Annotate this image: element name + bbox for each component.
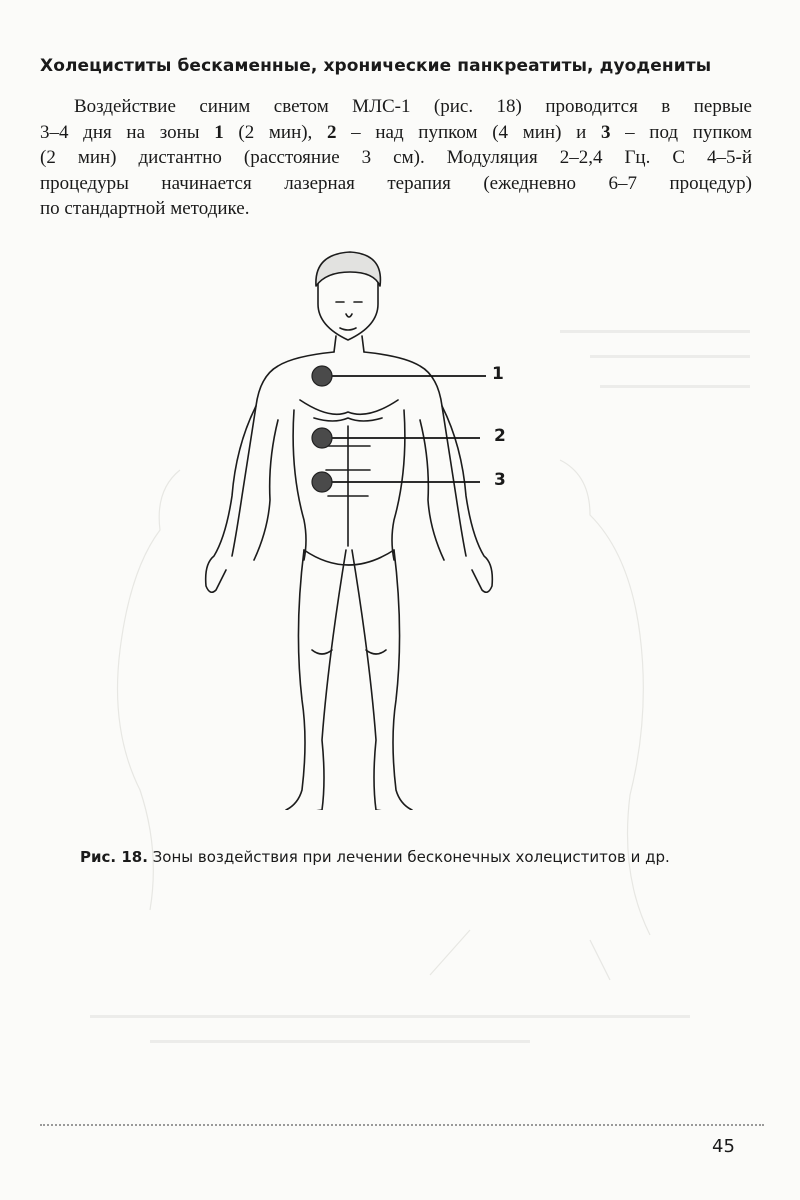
paragraph-line-4: процедуры начинается лазерная терапия (ежедневно 6–7 процедур) [40, 172, 752, 194]
hair [316, 252, 381, 286]
paragraph-line-5: по стандартной методике. [40, 198, 250, 219]
zone-markers [312, 366, 486, 492]
zone-3-marker [312, 472, 332, 492]
zone-label-2: 2 [494, 426, 506, 446]
chest-lines [300, 400, 398, 421]
zone-label-1: 1 [492, 364, 504, 384]
page-number: 45 [712, 1136, 735, 1157]
text-run: 3–4 дня на зоны [40, 121, 215, 143]
text-run: – под пупком [610, 121, 753, 143]
abdomen-lines [326, 426, 370, 546]
footer-dotted-rule [40, 1124, 764, 1126]
zone-ref-2: 2 [327, 121, 337, 143]
face-details [336, 302, 362, 330]
zone-1-marker [312, 366, 332, 386]
figure-caption [80, 848, 760, 866]
left-leg [286, 550, 346, 810]
zone-ref-3: 3 [600, 121, 611, 143]
zone-label-3: 3 [494, 470, 506, 490]
paragraph-line-3: (2 мин) дистантно (расстояние 3 см). Модуляция 2–2,4 Гц. С 4–5-й [40, 147, 752, 168]
torso-sides [293, 410, 405, 560]
body-paragraph [40, 94, 752, 222]
hips [304, 550, 394, 565]
caption-label: Рис. 18. [80, 848, 148, 866]
caption-text: Зоны воздействия при лечении бесконечных холециститов и др. [147, 848, 670, 866]
right-leg [352, 550, 412, 810]
human-body-illustration [190, 250, 530, 810]
text-run: – над пупком (4 мин) и [336, 121, 601, 143]
zone-2-marker [312, 428, 332, 448]
text-run: (2 мин), [223, 121, 327, 143]
section-heading: Холециститы бескаменные, хронические панкреатиты, дуодениты [40, 56, 712, 76]
paragraph-line-2 [40, 120, 752, 146]
torso-outline [232, 352, 466, 556]
paragraph-line-1: Воздействие синим светом МЛС-1 (рис. 18) проводится в первые [74, 96, 752, 117]
body-figure [190, 250, 530, 810]
zone-ref-1: 1 [214, 121, 224, 143]
